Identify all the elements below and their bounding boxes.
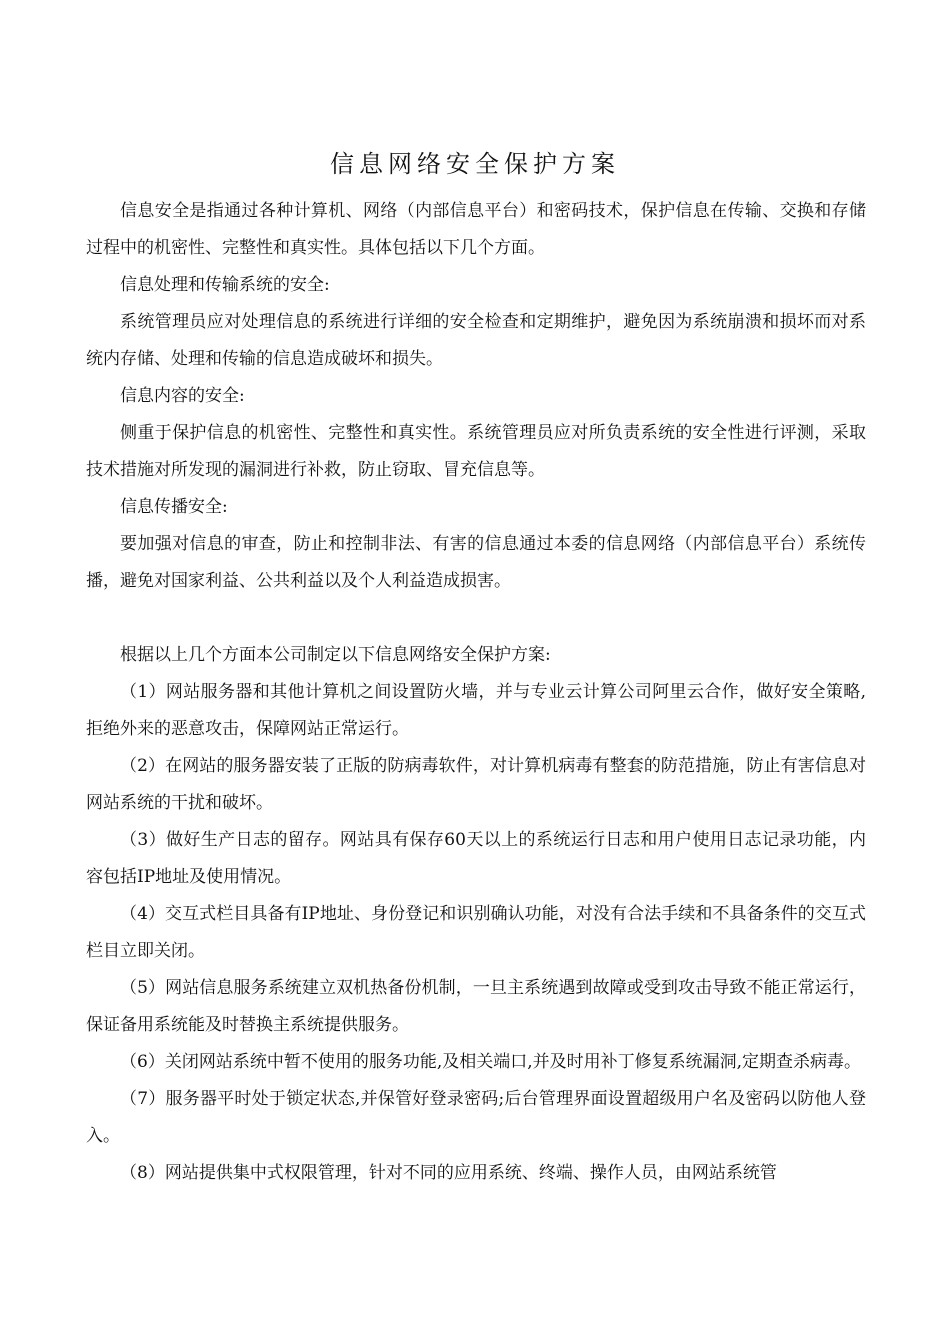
blank-line: [86, 600, 866, 637]
dissemination-security-paragraph: 要加强对信息的审查，防止和控制非法、有害的信息通过本委的信息网络（内部信息平台）系统传播，避免对国家利益、公共利益以及个人利益造成损害。: [86, 534, 866, 591]
plan-item-8: （8）网站提供集中式权限管理，针对不同的应用系统、终端、操作人员，由网站系统管: [120, 1163, 777, 1183]
plan-intro-paragraph: 根据以上几个方面本公司制定以下信息网络安全保护方案:: [120, 645, 551, 665]
document-body: [86, 193, 866, 1192]
section-heading-content-security: 信息内容的安全:: [120, 386, 245, 406]
document-title: 信息网络安全保护方案: [330, 150, 620, 178]
section-heading-processing-security: 信息处理和传输系统的安全:: [120, 275, 330, 295]
plan-item-7: （7）服务器平时处于锁定状态,并保管好登录密码;后台管理界面设置超级用户名及密码以防他人登入。: [86, 1089, 866, 1146]
plan-item-6: （6）关闭网站系统中暂不使用的服务功能,及相关端口,并及时用补丁修复系统漏洞,定期查杀病毒。: [120, 1052, 862, 1072]
intro-paragraph: 信息安全是指通过各种计算机、网络（内部信息平台）和密码技术，保护信息在传输、交换和存储过程中的机密性、完整性和真实性。具体包括以下几个方面。: [86, 201, 866, 258]
section-heading-dissemination-security: 信息传播安全:: [120, 497, 228, 517]
plan-item-1: （1）网站服务器和其他计算机之间设置防火墙，并与专业云计算公司阿里云合作，做好安全策略,拒绝外来的恶意攻击，保障网站正常运行。: [86, 682, 866, 739]
plan-item-2: （2）在网站的服务器安装了正版的防病毒软件，对计算机病毒有整套的防范措施，防止有害信息对网站系统的干扰和破坏。: [86, 756, 866, 813]
content-security-paragraph: 侧重于保护信息的机密性、完整性和真实性。系统管理员应对所负责系统的安全性进行评测，采取技术措施对所发现的漏洞进行补救，防止窃取、冒充信息等。: [86, 423, 866, 480]
plan-item-3: （3）做好生产日志的留存。网站具有保存60天以上的系统运行日志和用户使用日志记录功能，内容包括IP地址及使用情况。: [86, 830, 866, 887]
plan-item-4: （4）交互式栏目具备有IP地址、身份登记和识别确认功能，对没有合法手续和不具备条件的交互式栏目立即关闭。: [86, 904, 866, 961]
plan-item-5: （5）网站信息服务系统建立双机热备份机制，一旦主系统遇到故障或受到攻击导致不能正常运行，保证备用系统能及时替换主系统提供服务。: [86, 978, 866, 1035]
processing-security-paragraph: 系统管理员应对处理信息的系统进行详细的安全检查和定期维护，避免因为系统崩溃和损坏而对系统内存储、处理和传输的信息造成破坏和损失。: [86, 312, 866, 369]
